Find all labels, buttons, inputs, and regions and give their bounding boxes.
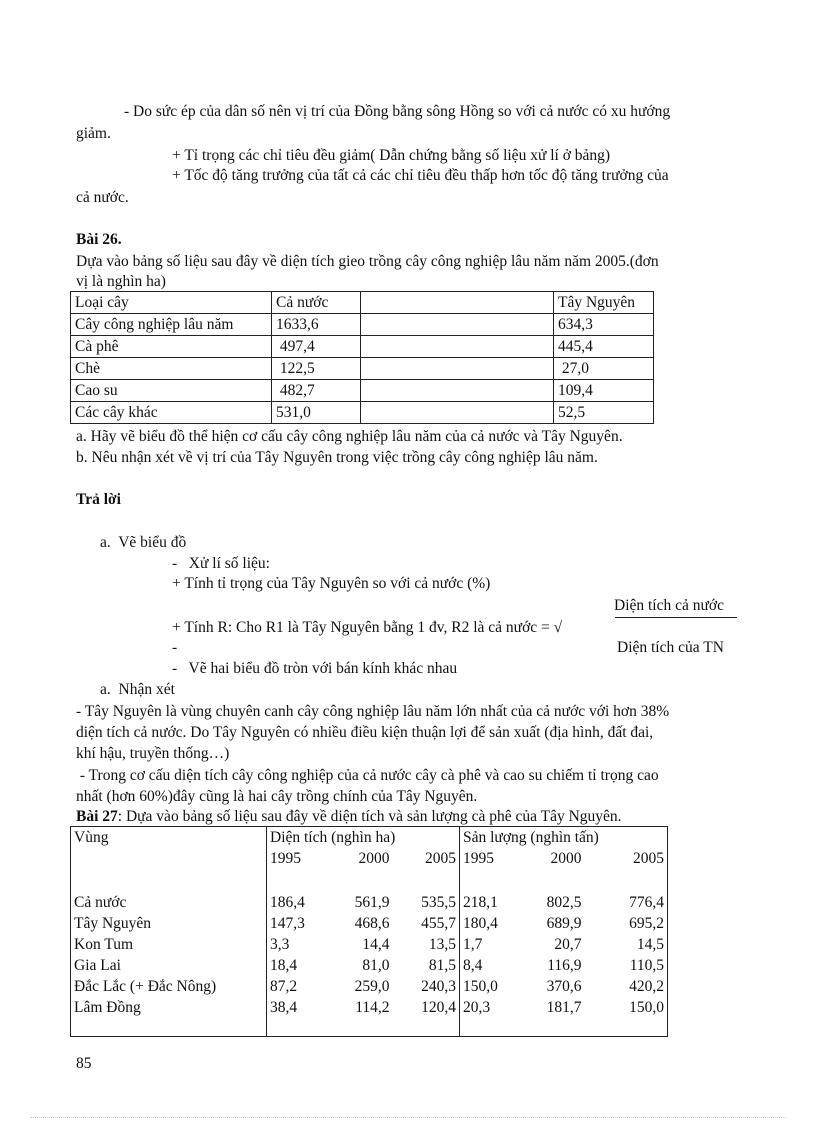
table-cell [393, 1018, 460, 1036]
table-row [71, 358, 654, 380]
answer-paragraph: - Tây Nguyên là vùng chuyên canh cây công nghiệp lâu năm lớn nhất của cả nước với hơn 38% [76, 703, 670, 720]
table-cell [393, 869, 460, 892]
region-name: Lâm Đồng [74, 999, 141, 1016]
table-cell [585, 869, 668, 892]
table-cell: 14,5 [636, 936, 664, 953]
table-cell: 13,5 [428, 936, 456, 953]
answer-paragraph: nhất (hơn 60%)đây cũng là hai cây trồng chính của Tây Nguyên. [76, 788, 478, 805]
crop-area-table [70, 291, 654, 424]
table-cell: 18,4 [267, 955, 329, 976]
table-header-row [71, 292, 654, 314]
table-cell [460, 869, 523, 892]
answer-step: - Vẽ hai biểu đồ tròn với bán kính khác nhau [172, 660, 458, 677]
answer-title: Trả lời [76, 491, 121, 508]
table-cell: 14,4 [362, 936, 390, 953]
table-cell: 120,4 [421, 999, 456, 1016]
table-cell: 150,0 [460, 976, 523, 997]
fraction-denominator: Diện tích của TN [617, 639, 724, 656]
table-cell: 561,9 [354, 894, 390, 911]
table-cell: 1633,6 [272, 314, 361, 336]
table-cell: 110,5 [629, 957, 664, 974]
table-cell [329, 869, 393, 892]
table-cell [71, 848, 267, 869]
region-name: Tây Nguyên [74, 915, 152, 932]
table-cell: 116,9 [547, 957, 582, 974]
table-cell: 122,5 [272, 358, 361, 380]
table-cell: 20,7 [554, 936, 582, 953]
table-header-row [71, 827, 668, 849]
region-name: Kon Tum [74, 936, 134, 953]
table-cell: 87,2 [267, 976, 329, 997]
intro-line: giảm. [76, 125, 111, 142]
table-cell [329, 1018, 393, 1036]
exercise-26-desc: vị là nghìn ha) [76, 273, 166, 290]
table-cell: 531,0 [272, 402, 361, 424]
year-label: 2005 [633, 850, 664, 867]
table-cell: 147,3 [267, 913, 329, 934]
answer-subhead: a. Vẽ biểu đồ [100, 534, 187, 551]
question-a: a. Hãy vẽ biểu đồ thể hiện cơ cấu cây công nghiệp lâu năm của cả nước và Tây Nguyên. [76, 428, 623, 445]
year-label: 1995 [460, 848, 523, 869]
table-cell: 370,6 [546, 978, 582, 995]
table-cell: 218,1 [460, 892, 523, 913]
table-cell [361, 358, 554, 380]
intro-line: cả nước. [76, 189, 129, 206]
page-bottom-border [30, 1117, 786, 1118]
table-row [71, 380, 654, 402]
table-cell: 776,4 [629, 894, 664, 911]
table-cell: 8,4 [460, 955, 523, 976]
table-cell [71, 1018, 267, 1036]
table-cell: Các cây khác [71, 402, 272, 424]
table-spacer-row [71, 1018, 668, 1036]
table-cell: 81,5 [428, 957, 456, 974]
region-name: Gia Lai [74, 957, 121, 974]
table-row [71, 997, 668, 1018]
table-cell: 150,0 [629, 999, 664, 1016]
exercise-26-desc: Dựa vào bảng số liệu sau đây về diện tích gieo trồng cây công nghiệp lâu năm năm 2005.(đơn [76, 253, 659, 270]
table-cell: 114,2 [355, 999, 390, 1016]
table-cell: 20,3 [460, 997, 523, 1018]
table-cell [267, 869, 329, 892]
answer-step: + Tính R: Cho R1 là Tây Nguyên bằng 1 đv, R2 là cả nước = √ [172, 619, 563, 636]
region-name: Đắc Lắc (+ Đắc Nông) [74, 978, 217, 995]
table-row [71, 934, 668, 955]
year-label: 1995 [267, 848, 329, 869]
table-cell [361, 380, 554, 402]
table-cell: 535,5 [421, 894, 456, 911]
table-header: Cả nước [272, 292, 361, 314]
table-cell: 420,2 [629, 978, 664, 995]
fraction-numerator: Diện tích cả nước [614, 597, 724, 614]
answer-paragraph: - Trong cơ cấu diện tích cây công nghiệp của cả nước cây cà phê và cao su chiếm tỉ trọng cao [76, 767, 659, 784]
region-name: Cả nước [74, 894, 127, 911]
exercise-27-desc: : Dựa vào bảng số liệu sau đây về diện tích và sản lượng cà phê của Tây Nguyên. [117, 808, 622, 825]
table-cell: Chè [71, 358, 272, 380]
table-cell: Cà phê [71, 336, 272, 358]
exercise-27-title: Bài 27 [76, 808, 118, 825]
table-year-row [71, 848, 668, 869]
table-cell: 689,9 [546, 915, 582, 932]
table-cell [585, 1018, 668, 1036]
table-header: Diện tích (nghìn ha) [267, 827, 460, 849]
table-cell [460, 1018, 523, 1036]
year-label: 2000 [550, 850, 582, 867]
table-cell [523, 869, 585, 892]
intro-line: - Do sức ép của dân số nên vị trí của Đồng bằng sông Hồng so với cả nước có xu hướng [124, 103, 671, 120]
answer-step: - [172, 639, 178, 656]
table-cell: 497,4 [272, 336, 361, 358]
table-cell: 468,6 [354, 915, 390, 932]
table-cell: 802,5 [546, 894, 582, 911]
table-cell: Cao su [71, 380, 272, 402]
table-row [71, 913, 668, 934]
table-cell: 445,4 [554, 336, 654, 358]
table-header: Vùng [74, 829, 109, 846]
table-cell: 3,3 [267, 934, 329, 955]
answer-step: - Xử lí số liệu: [172, 555, 270, 572]
coffee-table [70, 826, 668, 1037]
table-cell: 482,7 [272, 380, 361, 402]
table-row [71, 336, 654, 358]
table-cell: Cây công nghiệp lâu năm [71, 314, 272, 336]
table-header: Sản lượng (nghìn tấn) [460, 827, 668, 849]
table-cell: 27,0 [554, 358, 654, 380]
table-row [71, 892, 668, 913]
table-cell: 109,4 [554, 380, 654, 402]
exercise-27-heading [76, 808, 622, 826]
table-spacer-row [71, 869, 668, 892]
table-cell: 695,2 [629, 915, 664, 932]
year-label: 2000 [358, 850, 390, 867]
exercise-26-title: Bài 26. [76, 231, 122, 248]
fraction-bar [615, 617, 737, 618]
year-label: 2005 [425, 850, 456, 867]
table-cell [267, 1018, 329, 1036]
answer-paragraph: khí hậu, truyền thống…) [76, 745, 230, 762]
page-number: 85 [76, 1055, 92, 1072]
table-cell [523, 1018, 585, 1036]
intro-line: + Tốc độ tăng trưởng của tất cả các chỉ tiêu đều thấp hơn tốc độ tăng trưởng của [172, 167, 669, 184]
table-cell [361, 336, 554, 358]
table-cell [71, 869, 267, 892]
table-row [71, 955, 668, 976]
table-row [71, 976, 668, 997]
table-row [71, 314, 654, 336]
answer-subhead: a. Nhận xét [100, 681, 175, 698]
table-cell: 240,3 [421, 978, 456, 995]
table-cell: 455,7 [421, 915, 456, 932]
table-cell: 38,4 [267, 997, 329, 1018]
table-cell: 181,7 [546, 999, 582, 1016]
question-b: b. Nêu nhận xét về vị trí của Tây Nguyên trong việc trồng cây công nghiệp lâu năm. [76, 449, 598, 466]
table-row [71, 402, 654, 424]
table-cell: 81,0 [362, 957, 390, 974]
table-cell [361, 402, 554, 424]
answer-paragraph: diện tích cả nước. Do Tây Nguyên có nhiều điều kiện thuận lợi để sản xuất (địa hình, đất đai, [76, 724, 654, 741]
table-header: Tây Nguyên [554, 292, 654, 314]
table-cell: 186,4 [267, 892, 329, 913]
table-cell: 52,5 [554, 402, 654, 424]
table-cell: 259,0 [354, 978, 390, 995]
answer-step: + Tính tỉ trọng của Tây Nguyên so với cả nước (%) [172, 575, 491, 592]
intro-line: + Tỉ trọng các chỉ tiêu đều giảm( Dẫn chứng bằng số liệu xử lí ở bảng) [172, 147, 611, 164]
table-cell [361, 314, 554, 336]
table-cell: 1,7 [460, 934, 523, 955]
table-cell: 634,3 [554, 314, 654, 336]
table-header: Loại cây [71, 292, 272, 314]
table-header [361, 292, 554, 314]
table-cell: 180,4 [460, 913, 523, 934]
